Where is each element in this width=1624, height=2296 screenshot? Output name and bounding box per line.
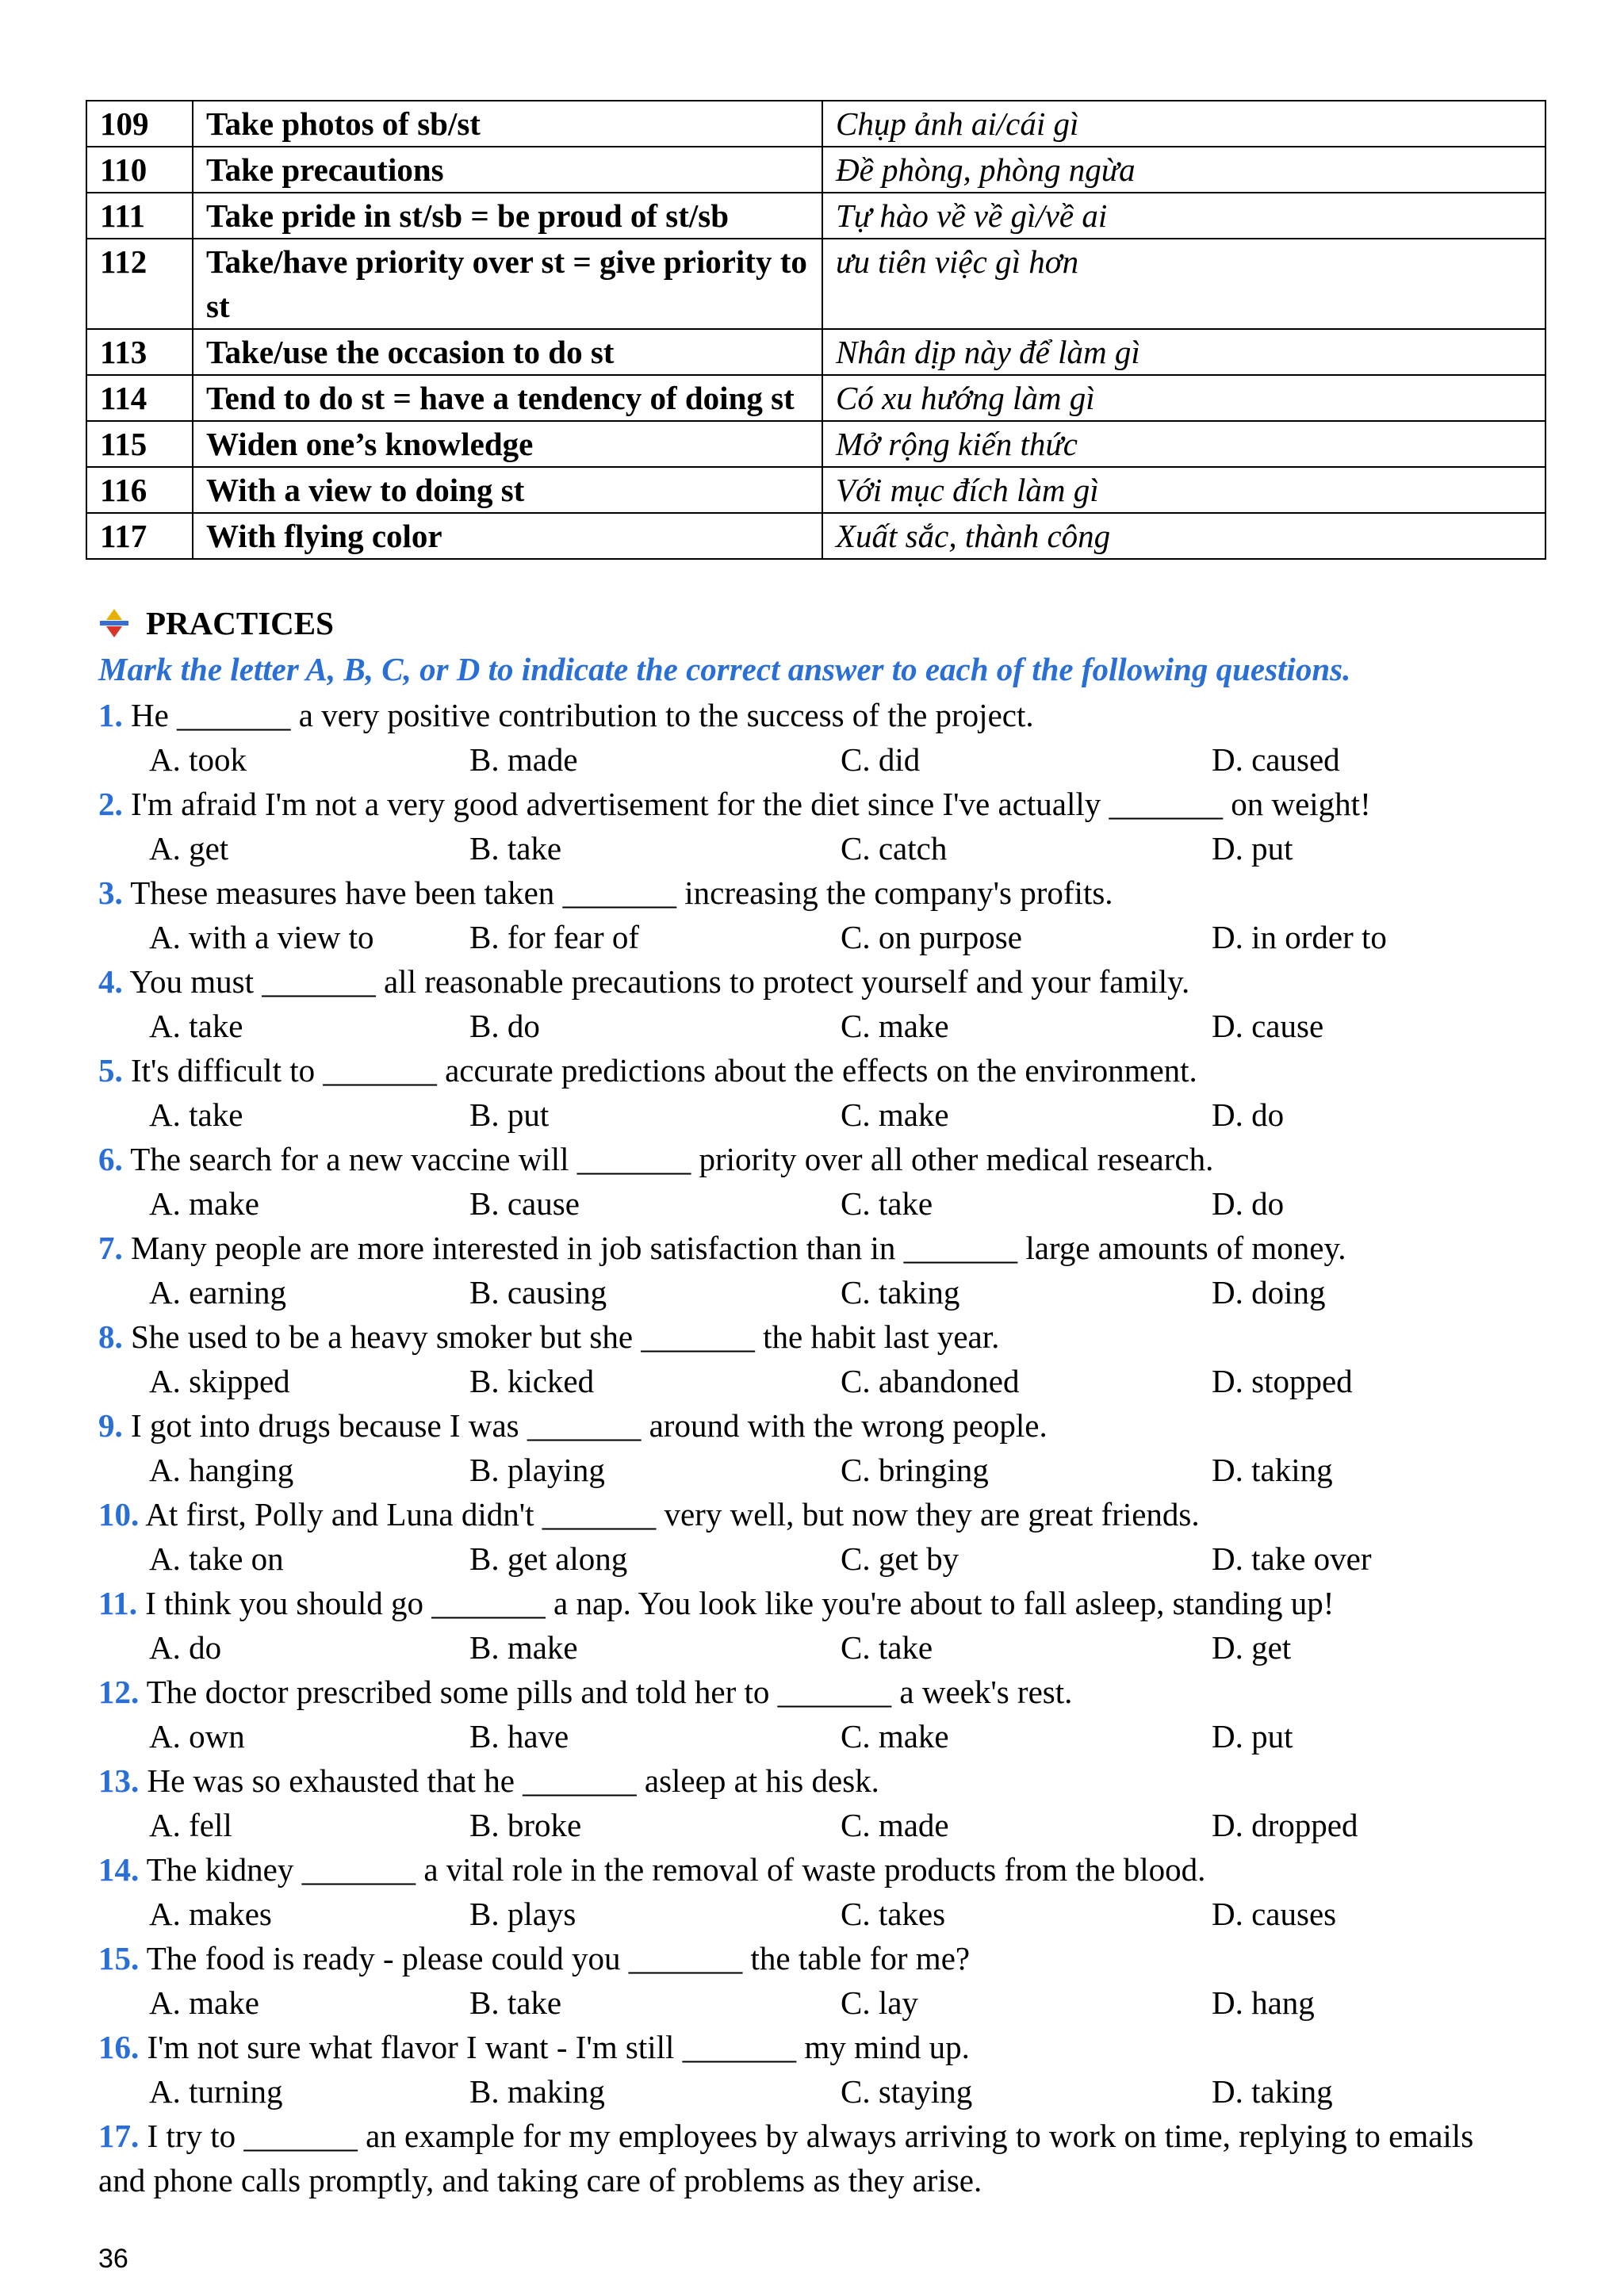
question-text: I'm afraid I'm not a very good advertisement for the diet since I've actually _______ on weight!	[131, 786, 1371, 822]
question-item	[98, 1314, 1526, 1403]
answer-option-c: C. taking	[841, 1274, 960, 1311]
answer-option-c: C. abandoned	[841, 1363, 1020, 1399]
table-row	[86, 147, 1545, 193]
question-text: I think you should go _______ a nap. You look like you're about to fall asleep, standing up!	[145, 1585, 1335, 1621]
question-text: The kidney _______ a vital role in the removal of waste products from the blood.	[146, 1851, 1206, 1888]
answer-option-d: D. taking	[1212, 2073, 1333, 2110]
answer-options	[98, 1892, 1526, 1936]
question-item	[98, 1403, 1526, 1492]
answer-options	[98, 1181, 1526, 1226]
answer-option-a: A. skipped	[149, 1363, 290, 1399]
question-text: Many people are more interested in job satisfaction than in _______ large amounts of money.	[131, 1230, 1346, 1266]
question-text: I'm not sure what flavor I want - I'm still _______ my mind up.	[147, 2029, 970, 2065]
answer-options	[98, 1270, 1526, 1314]
row-number: 117	[86, 513, 193, 559]
phrase-cell: Tend to do st = have a tendency of doing st	[193, 375, 822, 421]
answer-option-b: B. do	[469, 1008, 540, 1044]
question-item	[98, 959, 1526, 1048]
question-stem	[98, 1492, 1526, 1536]
answer-option-b: B. playing	[469, 1452, 605, 1488]
question-item	[98, 2025, 1526, 2114]
answer-options	[98, 1093, 1526, 1137]
question-stem	[98, 1581, 1526, 1625]
answer-option-d: D. dropped	[1212, 1807, 1358, 1843]
answer-option-d: D. put	[1212, 830, 1293, 867]
answer-option-a: A. with a view to	[149, 919, 374, 955]
table-row	[86, 329, 1545, 375]
page-number: 36	[98, 2244, 128, 2274]
answer-options	[98, 915, 1526, 959]
answer-option-b: B. get along	[469, 1540, 628, 1577]
answer-option-c: C. catch	[841, 830, 948, 867]
question-stem	[98, 1758, 1526, 1803]
practices-heading	[98, 601, 334, 645]
practices-heading-text: PRACTICES	[146, 605, 334, 641]
meaning-cell: Nhân dịp này để làm gì	[822, 329, 1545, 375]
phrase-cell: Take/have priority over st = give priority to st	[193, 239, 822, 329]
question-stem	[98, 1226, 1526, 1270]
row-number: 116	[86, 467, 193, 513]
answer-options	[98, 826, 1526, 871]
answer-option-a: A. take on	[149, 1540, 284, 1577]
question-item	[98, 1847, 1526, 1936]
answer-option-c: C. did	[841, 741, 921, 778]
row-number: 115	[86, 421, 193, 467]
row-number: 112	[86, 239, 193, 329]
question-stem	[98, 1403, 1526, 1448]
answer-option-a: A. take	[149, 1008, 243, 1044]
answer-option-c: C. bringing	[841, 1452, 989, 1488]
answer-option-d: D. caused	[1212, 741, 1340, 778]
answer-option-c: C. on purpose	[841, 919, 1022, 955]
answer-option-d: D. taking	[1212, 1452, 1333, 1488]
answer-option-d: D. put	[1212, 1718, 1293, 1755]
answer-option-d: D. in order to	[1212, 919, 1387, 955]
question-item	[98, 782, 1526, 871]
answer-option-b: B. broke	[469, 1807, 582, 1843]
answer-options	[98, 1625, 1526, 1670]
answer-option-b: B. kicked	[469, 1363, 595, 1399]
answer-option-b: B. causing	[469, 1274, 607, 1311]
answer-option-c: C. made	[841, 1807, 949, 1843]
answer-option-b: B. take	[469, 1984, 562, 2021]
phrase-cell: Take pride in st/sb = be proud of st/sb	[193, 193, 822, 239]
plus-marker-icon	[98, 607, 130, 639]
question-stem	[98, 2025, 1526, 2069]
meaning-cell: Chụp ảnh ai/cái gì	[822, 101, 1545, 147]
phrase-cell: Take photos of sb/st	[193, 101, 822, 147]
answer-option-d: D. get	[1212, 1629, 1292, 1666]
question-item	[98, 1137, 1526, 1226]
question-item	[98, 1758, 1526, 1847]
answer-option-b: B. cause	[469, 1185, 580, 1222]
answer-option-b: B. take	[469, 830, 562, 867]
row-number: 110	[86, 147, 193, 193]
table-row	[86, 375, 1545, 421]
question-stem	[98, 1936, 1526, 1980]
answer-option-d: D. causes	[1212, 1896, 1337, 1932]
answer-option-c: C. take	[841, 1185, 933, 1222]
question-stem	[98, 1137, 1526, 1181]
question-list	[98, 693, 1526, 2202]
instruction-text: Mark the letter A, B, C, or D to indicate the correct answer to each of the following questions.	[98, 651, 1351, 687]
answer-option-a: A. make	[149, 1185, 259, 1222]
question-stem	[98, 693, 1526, 737]
answer-option-a: A. turning	[149, 2073, 283, 2110]
question-stem	[98, 782, 1526, 826]
table-row	[86, 193, 1545, 239]
answer-option-c: C. make	[841, 1096, 949, 1133]
answer-option-a: A. hanging	[149, 1452, 294, 1488]
answer-option-a: A. take	[149, 1096, 243, 1133]
question-number: 11.	[98, 1585, 137, 1621]
question-item	[98, 1581, 1526, 1670]
answer-option-b: B. plays	[469, 1896, 576, 1932]
question-text: It's difficult to _______ accurate predictions about the effects on the environment.	[131, 1052, 1197, 1089]
answer-options	[98, 1448, 1526, 1492]
answer-option-c: C. staying	[841, 2073, 973, 2110]
meaning-cell: Tự hào về về gì/về ai	[822, 193, 1545, 239]
question-item	[98, 693, 1526, 782]
answer-option-c: C. lay	[841, 1984, 918, 2021]
question-number: 2.	[98, 786, 123, 822]
question-number: 9.	[98, 1407, 123, 1444]
question-stem	[98, 1670, 1526, 1714]
answer-options	[98, 1536, 1526, 1581]
meaning-cell: ưu tiên việc gì hơn	[822, 239, 1545, 329]
phrase-cell: With a view to doing st	[193, 467, 822, 513]
answer-option-c: C. get by	[841, 1540, 959, 1577]
question-item	[98, 1670, 1526, 1758]
meaning-cell: Có xu hướng làm gì	[822, 375, 1545, 421]
vocabulary-table	[86, 100, 1546, 560]
answer-option-b: B. put	[469, 1096, 550, 1133]
meaning-cell: Mở rộng kiến thức	[822, 421, 1545, 467]
answer-option-a: A. earning	[149, 1274, 287, 1311]
meaning-cell: Xuất sắc, thành công	[822, 513, 1545, 559]
answer-option-d: D. do	[1212, 1185, 1285, 1222]
answer-option-b: B. have	[469, 1718, 569, 1755]
phrase-cell: Take precautions	[193, 147, 822, 193]
question-number: 13.	[98, 1762, 140, 1799]
question-number: 12.	[98, 1674, 140, 1710]
meaning-cell: Với mục đích làm gì	[822, 467, 1545, 513]
question-text: He was so exhausted that he _______ asleep at his desk.	[147, 1762, 879, 1799]
answer-option-a: A. fell	[149, 1807, 232, 1843]
row-number: 111	[86, 193, 193, 239]
answer-option-c: C. take	[841, 1629, 933, 1666]
answer-options	[98, 1359, 1526, 1403]
question-stem	[98, 2114, 1526, 2202]
answer-option-d: D. hang	[1212, 1984, 1315, 2021]
answer-option-a: A. own	[149, 1718, 245, 1755]
question-item	[98, 1936, 1526, 2025]
table-row	[86, 421, 1545, 467]
question-text: The search for a new vaccine will _______ priority over all other medical research.	[130, 1141, 1214, 1177]
answer-option-b: B. for fear of	[469, 919, 640, 955]
answer-option-b: B. making	[469, 2073, 605, 2110]
question-number: 16.	[98, 2029, 140, 2065]
answer-option-a: A. do	[149, 1629, 222, 1666]
question-number: 3.	[98, 874, 123, 911]
question-stem	[98, 1314, 1526, 1359]
question-text: You must _______ all reasonable precautions to protect yourself and your family.	[129, 963, 1190, 1000]
row-number: 114	[86, 375, 193, 421]
answer-option-d: D. stopped	[1212, 1363, 1353, 1399]
answer-option-b: B. made	[469, 741, 578, 778]
answer-option-a: A. make	[149, 1984, 259, 2021]
answer-options	[98, 1004, 1526, 1048]
question-number: 6.	[98, 1141, 123, 1177]
answer-options	[98, 737, 1526, 782]
question-number: 4.	[98, 963, 123, 1000]
table-row	[86, 467, 1545, 513]
answer-options	[98, 2069, 1526, 2114]
question-number: 1.	[98, 697, 123, 733]
question-text: At first, Polly and Luna didn't _______ very well, but now they are great friends.	[145, 1496, 1200, 1533]
question-stem	[98, 1048, 1526, 1093]
answer-option-c: C. make	[841, 1008, 949, 1044]
answer-option-a: A. took	[149, 741, 247, 778]
table-row	[86, 239, 1545, 329]
question-item	[98, 1492, 1526, 1581]
question-stem	[98, 871, 1526, 915]
row-number: 113	[86, 329, 193, 375]
question-item	[98, 1226, 1526, 1314]
question-number: 5.	[98, 1052, 123, 1089]
question-number: 10.	[98, 1496, 140, 1533]
answer-option-c: C. make	[841, 1718, 949, 1755]
question-text: He _______ a very positive contribution to the success of the project.	[131, 697, 1034, 733]
row-number: 109	[86, 101, 193, 147]
question-number: 17.	[98, 2118, 140, 2154]
answer-option-b: B. make	[469, 1629, 578, 1666]
answer-options	[98, 1980, 1526, 2025]
question-number: 8.	[98, 1318, 123, 1355]
question-item	[98, 1048, 1526, 1137]
question-text: I got into drugs because I was _______ around with the wrong people.	[131, 1407, 1048, 1444]
question-text: She used to be a heavy smoker but she _______ the habit last year.	[131, 1318, 1000, 1355]
answer-option-a: A. get	[149, 830, 229, 867]
question-number: 15.	[98, 1940, 140, 1976]
answer-option-d: D. cause	[1212, 1008, 1324, 1044]
answer-options	[98, 1714, 1526, 1758]
answer-option-a: A. makes	[149, 1896, 272, 1932]
phrase-cell: With flying color	[193, 513, 822, 559]
question-number: 14.	[98, 1851, 140, 1888]
question-stem	[98, 959, 1526, 1004]
question-item	[98, 2114, 1526, 2202]
question-stem	[98, 1847, 1526, 1892]
answer-options	[98, 1803, 1526, 1847]
table-row	[86, 101, 1545, 147]
question-text: The food is ready - please could you _______ the table for me?	[146, 1940, 971, 1976]
question-text: The doctor prescribed some pills and told her to _______ a week's rest.	[146, 1674, 1073, 1710]
answer-option-d: D. take over	[1212, 1540, 1372, 1577]
table-row	[86, 513, 1545, 559]
question-text: I try to _______ an example for my employees by always arriving to work on time, replying to emails and phone calls promptly, and taking care of problems as they arise.	[98, 2118, 1474, 2198]
phrase-cell: Take/use the occasion to do st	[193, 329, 822, 375]
question-item	[98, 871, 1526, 959]
question-text: These measures have been taken _______ increasing the company's profits.	[130, 874, 1113, 911]
answer-option-d: D. doing	[1212, 1274, 1326, 1311]
answer-option-c: C. takes	[841, 1896, 946, 1932]
meaning-cell: Đề phòng, phòng ngừa	[822, 147, 1545, 193]
question-number: 7.	[98, 1230, 123, 1266]
answer-option-d: D. do	[1212, 1096, 1285, 1133]
phrase-cell: Widen one’s knowledge	[193, 421, 822, 467]
